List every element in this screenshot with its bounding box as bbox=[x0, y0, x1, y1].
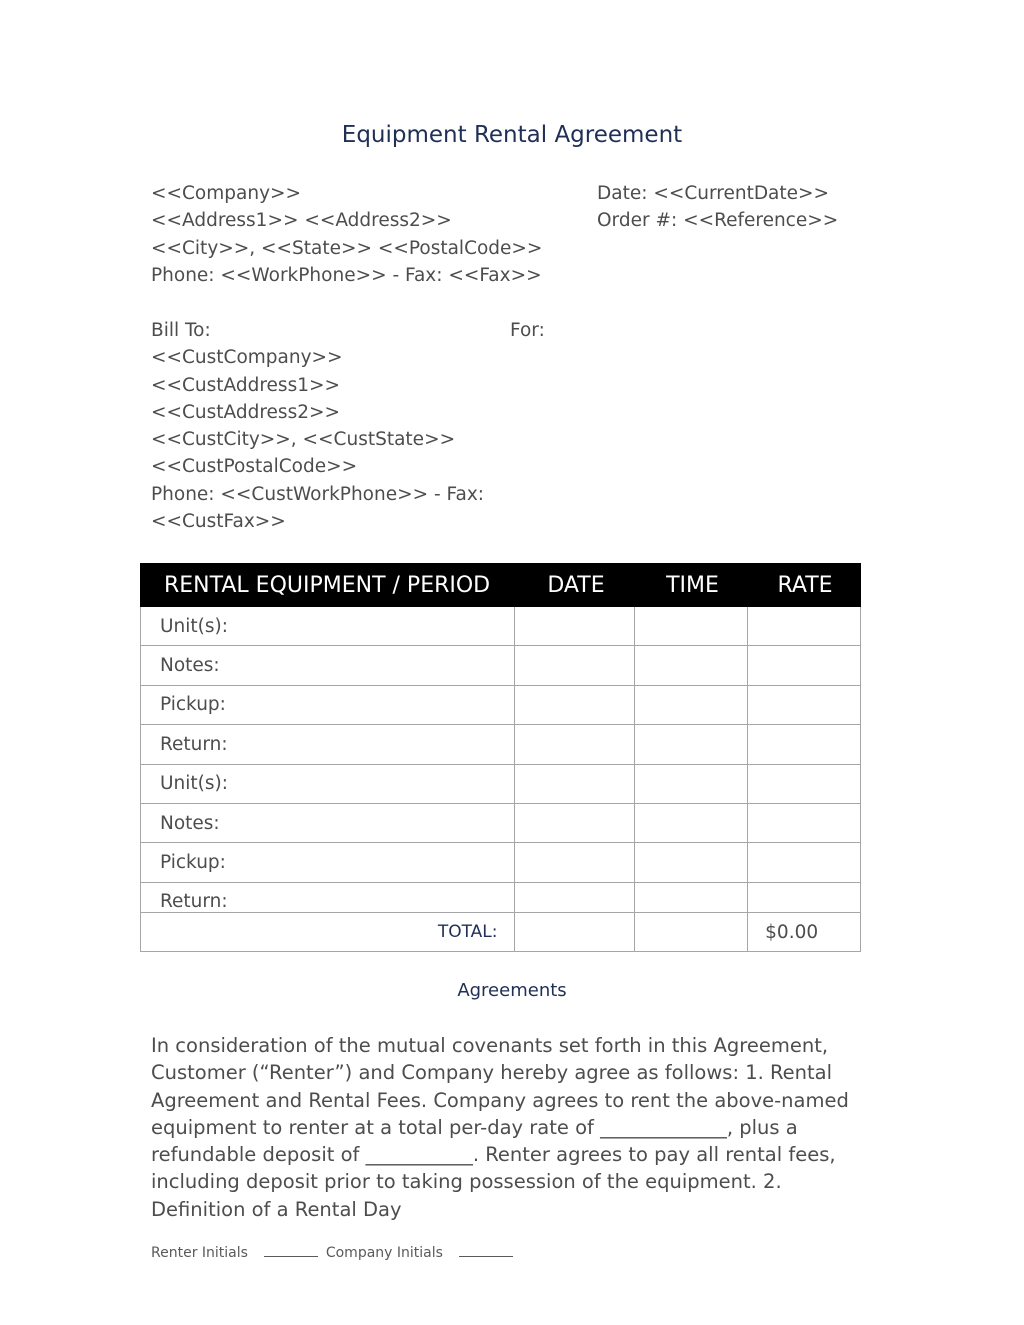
table-row bbox=[141, 765, 860, 804]
company-initials-label: Company Initials bbox=[325, 1245, 443, 1261]
company-info bbox=[151, 180, 542, 289]
bill-to-line: <<CustPostalCode>> bbox=[151, 456, 358, 478]
renter-initials-line[interactable] bbox=[264, 1255, 318, 1257]
date-cell[interactable] bbox=[515, 883, 635, 912]
date-cell[interactable] bbox=[515, 607, 635, 645]
initials-footer bbox=[151, 1245, 513, 1261]
document-title: Equipment Rental Agreement bbox=[341, 122, 683, 148]
agreements-body: In consideration of the mutual covenants set forth in this Agreement, Customer (“Renter”) and Company hereby agree as follows: 1. Rental Agreement and Rental Fees. Company agrees to rent the above-named equipment to renter at a total per-day rate of _____________, plus a refundable deposit of ___________. Renter agrees to pay all rental fees, including deposit prior to taking possession of the equipment. 2. Definition of a Rental Day bbox=[151, 1034, 849, 1221]
rate-cell[interactable] bbox=[748, 883, 860, 912]
row-label: Pickup: bbox=[141, 843, 515, 881]
total-time-cell bbox=[635, 913, 748, 951]
rental-table bbox=[140, 563, 861, 952]
header-time: TIME bbox=[666, 572, 719, 598]
for-label: For: bbox=[510, 320, 545, 341]
company-initials-line[interactable] bbox=[459, 1255, 513, 1257]
time-cell[interactable] bbox=[635, 686, 748, 724]
bill-to-line: <<CustCompany>> bbox=[151, 347, 343, 369]
row-label: Unit(s): bbox=[141, 607, 515, 645]
table-row bbox=[141, 725, 860, 764]
agreements-heading: Agreements bbox=[457, 980, 567, 1001]
time-cell[interactable] bbox=[635, 646, 748, 684]
table-row bbox=[141, 607, 860, 646]
rate-cell[interactable] bbox=[748, 843, 860, 881]
date-cell[interactable] bbox=[515, 725, 635, 763]
time-cell[interactable] bbox=[635, 804, 748, 842]
header-rate: RATE bbox=[777, 572, 833, 598]
time-cell[interactable] bbox=[635, 607, 748, 645]
time-cell[interactable] bbox=[635, 883, 748, 912]
rate-cell[interactable] bbox=[748, 686, 860, 724]
row-label: Return: bbox=[141, 725, 515, 763]
rate-cell[interactable] bbox=[748, 765, 860, 803]
date-cell[interactable] bbox=[515, 804, 635, 842]
row-label: Pickup: bbox=[141, 686, 515, 724]
date-cell[interactable] bbox=[515, 765, 635, 803]
rate-cell[interactable] bbox=[748, 725, 860, 763]
time-cell[interactable] bbox=[635, 765, 748, 803]
rate-cell[interactable] bbox=[748, 607, 860, 645]
rate-cell[interactable] bbox=[748, 646, 860, 684]
table-header bbox=[140, 563, 861, 607]
table-row bbox=[141, 883, 860, 912]
company-line: <<City>>, <<State>> <<PostalCode>> bbox=[151, 237, 543, 259]
total-value: $0.00 bbox=[765, 921, 819, 943]
row-label: Notes: bbox=[141, 646, 515, 684]
total-date-cell bbox=[515, 913, 635, 951]
table-row bbox=[141, 646, 860, 685]
total-label: TOTAL: bbox=[141, 913, 515, 951]
table-total-row bbox=[140, 912, 861, 952]
table-row bbox=[141, 843, 860, 882]
row-label: Return: bbox=[141, 883, 515, 912]
date-line: Date: <<CurrentDate>> bbox=[597, 183, 830, 204]
bill-to-line: <<CustFax>> bbox=[151, 511, 286, 533]
bill-to-line: Phone: <<CustWorkPhone>> - Fax: bbox=[151, 483, 485, 505]
row-label: Unit(s): bbox=[141, 765, 515, 803]
company-line: <<Address1>> <<Address2>> bbox=[151, 210, 452, 232]
header-date: DATE bbox=[547, 572, 605, 598]
time-cell[interactable] bbox=[635, 725, 748, 763]
table-body bbox=[140, 607, 861, 912]
date-cell[interactable] bbox=[515, 646, 635, 684]
row-label: Notes: bbox=[141, 804, 515, 842]
bill-to-line: <<CustAddress1>> bbox=[151, 374, 340, 396]
renter-initials-label: Renter Initials bbox=[151, 1245, 248, 1261]
date-cell[interactable] bbox=[515, 843, 635, 881]
header-equipment: RENTAL EQUIPMENT / PERIOD bbox=[164, 572, 491, 598]
date-cell[interactable] bbox=[515, 686, 635, 724]
table-row bbox=[141, 686, 860, 725]
bill-to-line: <<CustAddress2>> bbox=[151, 401, 340, 423]
bill-to-line: <<CustCity>>, <<CustState>> bbox=[151, 429, 456, 451]
order-number-line: Order #: <<Reference>> bbox=[597, 210, 839, 232]
company-line: <<Company>> bbox=[151, 183, 302, 204]
rate-cell[interactable] bbox=[748, 804, 860, 842]
company-line: Phone: <<WorkPhone>> - Fax: <<Fax>> bbox=[151, 264, 542, 286]
table-row bbox=[141, 804, 860, 843]
bill-to-info bbox=[151, 317, 484, 535]
order-info bbox=[597, 180, 838, 235]
time-cell[interactable] bbox=[635, 843, 748, 881]
bill-to-label: Bill To: bbox=[151, 320, 211, 341]
